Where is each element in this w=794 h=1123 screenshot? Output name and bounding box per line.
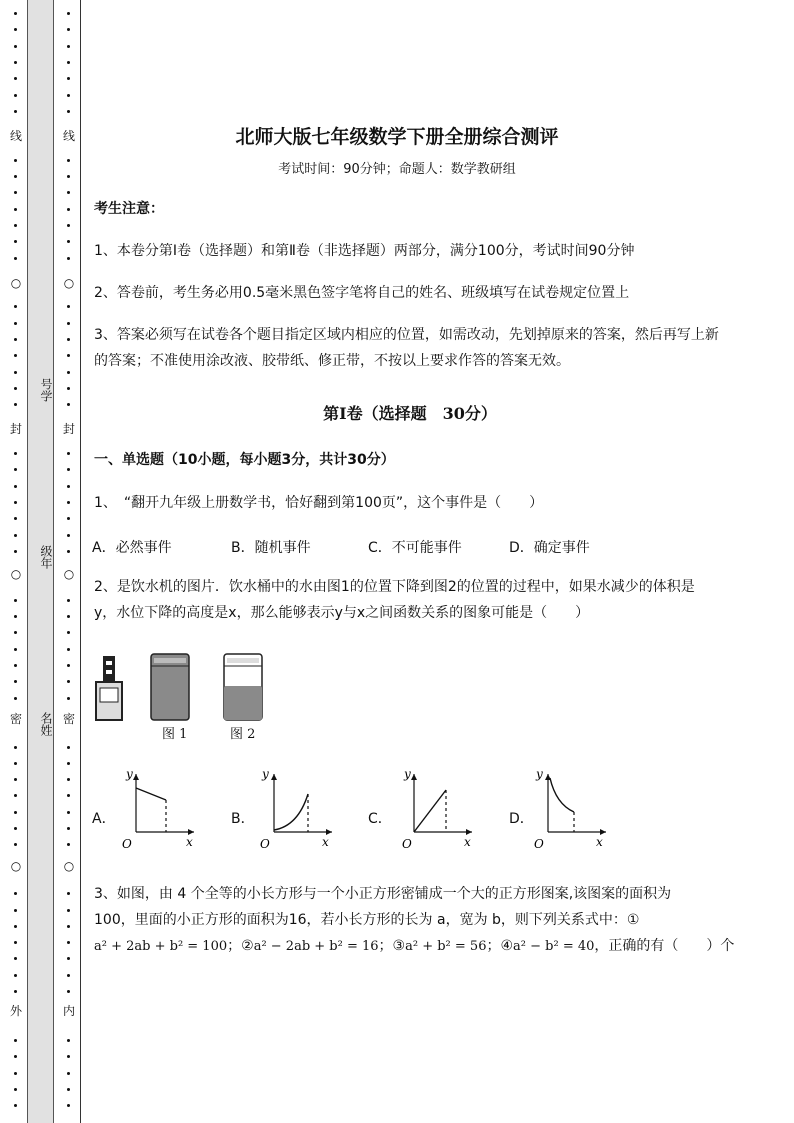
water-dispenser-figure xyxy=(94,652,274,724)
binding-dot xyxy=(67,208,70,211)
q1-option-b[interactable]: B．随机事件 xyxy=(231,540,311,556)
binding-dot xyxy=(14,257,17,260)
binding-dot xyxy=(14,990,17,993)
binding-dot xyxy=(67,191,70,194)
binding-dot xyxy=(67,224,70,227)
binding-dot xyxy=(67,1039,70,1042)
binding-dot xyxy=(14,909,17,912)
binding-dot xyxy=(67,387,70,390)
binding-dot xyxy=(67,110,70,113)
binding-dot xyxy=(14,110,17,113)
binding-dot xyxy=(14,827,17,830)
outer-label-1: ○ xyxy=(10,276,22,290)
binding-dot xyxy=(14,794,17,797)
bucket-figure-2 xyxy=(224,654,262,720)
q3-sep1: ；② xyxy=(227,938,254,954)
binding-dot xyxy=(67,957,70,960)
q3-line3 xyxy=(94,933,734,960)
binding-dot xyxy=(14,680,17,683)
q3-eq1: a² + 2ab + b² = 100 xyxy=(94,939,228,954)
inner-label-6: 内 xyxy=(62,1004,75,1018)
binding-dot xyxy=(14,208,17,211)
binding-dot xyxy=(67,697,70,700)
binding-dot xyxy=(67,680,70,683)
binding-dot xyxy=(67,534,70,537)
binding-dot xyxy=(14,697,17,700)
binding-dot xyxy=(14,501,17,504)
binding-dot xyxy=(14,892,17,895)
binding-dot xyxy=(14,77,17,80)
binding-dot xyxy=(14,371,17,374)
binding-dot xyxy=(67,941,70,944)
binding-dot xyxy=(14,648,17,651)
binding-dot xyxy=(67,354,70,357)
binding-dot xyxy=(67,371,70,374)
binding-dot xyxy=(14,925,17,928)
binding-dot xyxy=(67,664,70,667)
q3-line1: 3、如图，由 4 个全等的小长方形与一个小正方形密铺成一个大的正方形图案,该图案的面积为 xyxy=(94,886,672,902)
inner-label-1: ○ xyxy=(63,276,75,290)
binding-dot xyxy=(14,746,17,749)
notice-item-2: 2、答卷前，考生务必用0.5毫米黑色签字笔将自己的姓名、班级填写在试卷规定位置上 xyxy=(94,285,630,301)
bucket-figure-1 xyxy=(151,654,189,720)
binding-dot xyxy=(14,974,17,977)
binding-dot xyxy=(14,12,17,15)
q2-option-c-label[interactable]: C． xyxy=(368,811,392,827)
graph-c-x-label: x xyxy=(464,835,471,849)
binding-dot xyxy=(14,941,17,944)
binding-dot xyxy=(67,990,70,993)
outer-label-3: ○ xyxy=(10,567,22,581)
q3-eq2: a² − 2ab + b² = 16 xyxy=(253,939,379,954)
binding-dot xyxy=(14,1055,17,1058)
binding-dot xyxy=(14,1104,17,1107)
binding-dot xyxy=(14,957,17,960)
binding-dot xyxy=(14,599,17,602)
binding-dot xyxy=(67,974,70,977)
student-number-text: 号学 xyxy=(39,378,53,402)
binding-dot xyxy=(67,240,70,243)
notice-item-3: 3、答案必须写在试卷各个题目指定区域内相应的位置，如需改动，先划掉原来的答案，然后再写上新 xyxy=(94,327,719,343)
inner-label-2: 封 xyxy=(62,422,75,436)
binding-dot xyxy=(67,501,70,504)
q2-stem-line1: 2、是饮水机的图片．饮水桶中的水由图1的位置下降到图2的位置的过程中，如果水减少的体积是 xyxy=(94,579,695,595)
binding-dot xyxy=(67,1055,70,1058)
q3-eq3: a² + b² = 56 xyxy=(405,939,487,954)
q1-stem: 1、 “翻开九年级上册数学书，恰好翻到第100页”，这个事件是（ ） xyxy=(94,495,544,511)
graph-b-origin: O xyxy=(260,837,270,850)
binding-dot xyxy=(14,1039,17,1042)
graph-a-y-label: y xyxy=(126,767,133,781)
q1-option-d[interactable]: D．确定事件 xyxy=(509,540,590,556)
binding-dot xyxy=(14,28,17,31)
binding-dot xyxy=(14,338,17,341)
binding-dot xyxy=(14,354,17,357)
binding-dot xyxy=(67,305,70,308)
graph-d[interactable] xyxy=(530,766,610,850)
outer-label-0: 线 xyxy=(9,129,22,143)
graph-d-x-label: x xyxy=(596,835,603,849)
binding-dot xyxy=(67,468,70,471)
q3-line2: 100，里面的小正方形的面积为16，若小长方形的长为 a，宽为 b，则下列关系式中：① xyxy=(94,912,640,928)
binding-dot xyxy=(14,631,17,634)
outer-label-6: 外 xyxy=(9,1004,22,1018)
binding-dot xyxy=(67,778,70,781)
q3-eq4: a² − b² = 40 xyxy=(513,939,595,954)
outer-label-5: ○ xyxy=(10,859,22,873)
outer-label-2: 封 xyxy=(9,422,22,436)
binding-dot xyxy=(67,94,70,97)
binding-dot xyxy=(14,468,17,471)
part-heading: 一、单选题（10小题，每小题3分，共计30分） xyxy=(94,452,395,468)
binding-dot xyxy=(67,925,70,928)
graph-c-origin: O xyxy=(402,837,412,850)
notice-heading: 考生注意： xyxy=(94,201,164,217)
q3-sep3: ；④ xyxy=(486,938,514,954)
graph-c[interactable] xyxy=(396,766,476,850)
binding-dot xyxy=(67,45,70,48)
q3-tail: ，正确的有（ ）个 xyxy=(594,938,735,954)
graph-c-y-label: y xyxy=(404,767,411,781)
graph-a-origin: O xyxy=(122,837,132,850)
binding-dot xyxy=(14,485,17,488)
binding-dot xyxy=(67,338,70,341)
binding-dot xyxy=(67,257,70,260)
binding-dot xyxy=(67,12,70,15)
binding-dot xyxy=(67,631,70,634)
binding-dot xyxy=(67,599,70,602)
binding-dot xyxy=(67,28,70,31)
name-label xyxy=(38,712,52,740)
graph-b-y-label: y xyxy=(262,767,269,781)
binding-dot xyxy=(14,191,17,194)
q3-sep2: ；③ xyxy=(378,938,406,954)
binding-dot xyxy=(67,485,70,488)
binding-dot xyxy=(14,517,17,520)
binding-dot xyxy=(14,224,17,227)
binding-dot xyxy=(14,322,17,325)
graph-a[interactable] xyxy=(118,766,198,850)
binding-dot xyxy=(14,61,17,64)
binding-dot xyxy=(67,61,70,64)
inner-label-0: 线 xyxy=(62,129,75,143)
binding-dot xyxy=(14,387,17,390)
q1-option-a[interactable]: A．必然事件 xyxy=(92,540,172,556)
binding-dot xyxy=(14,305,17,308)
page-title: 北师大版七年级数学下册全册综合测评 xyxy=(235,126,559,148)
dispenser-icon xyxy=(96,656,122,720)
binding-dot xyxy=(67,746,70,749)
binding-dot xyxy=(14,452,17,455)
exam-info: 考试时间：90分钟；命题人：数学教研组 xyxy=(278,162,516,177)
binding-dot xyxy=(67,1072,70,1075)
binding-dot xyxy=(67,762,70,765)
binding-dot xyxy=(67,1104,70,1107)
binding-dot xyxy=(67,843,70,846)
binding-dot xyxy=(67,794,70,797)
q2-option-a-label[interactable]: A． xyxy=(92,811,116,827)
binding-dot xyxy=(14,762,17,765)
binding-dot xyxy=(14,664,17,667)
q2-option-d-label[interactable]: D． xyxy=(509,811,534,827)
figure-2-caption: 图 2 xyxy=(230,727,256,742)
binding-dot xyxy=(67,550,70,553)
graph-b[interactable] xyxy=(256,766,336,850)
binding-dot xyxy=(67,811,70,814)
graph-d-origin: O xyxy=(534,837,544,850)
binding-dot xyxy=(14,240,17,243)
binding-dot xyxy=(67,827,70,830)
graph-d-y-label: y xyxy=(536,767,543,781)
notice-item-3-cont: 的答案；不准使用涂改液、胶带纸、修正带，不按以上要求作答的答案无效。 xyxy=(94,353,570,369)
binding-dot xyxy=(67,648,70,651)
binding-dot xyxy=(67,77,70,80)
binding-dot xyxy=(14,94,17,97)
inner-label-5: ○ xyxy=(63,859,75,873)
binding-dot xyxy=(67,517,70,520)
inner-label-3: ○ xyxy=(63,567,75,581)
binding-dot xyxy=(14,1072,17,1075)
binding-dot xyxy=(67,909,70,912)
binding-dot xyxy=(14,550,17,553)
binding-dot xyxy=(14,811,17,814)
binding-dot xyxy=(67,1088,70,1091)
binding-dot xyxy=(14,45,17,48)
q2-stem-line2: y，水位下降的高度是x，那么能够表示y与x之间函数关系的图象可能是（ ） xyxy=(94,605,590,621)
binding-dot xyxy=(14,778,17,781)
section-title: 第Ⅰ卷（选择题 30分） xyxy=(323,404,497,423)
grade-label xyxy=(38,545,52,573)
binding-dot xyxy=(67,322,70,325)
figure-1-caption: 图 1 xyxy=(162,727,188,742)
q2-option-b-label[interactable]: B． xyxy=(231,811,255,827)
binding-dot xyxy=(14,843,17,846)
graph-a-x-label: x xyxy=(186,835,193,849)
notice-item-1: 1、本卷分第Ⅰ卷（选择题）和第Ⅱ卷（非选择题）两部分，满分100分，考试时间90分钟 xyxy=(94,243,635,259)
binding-dot xyxy=(67,892,70,895)
graph-b-x-label: x xyxy=(322,835,329,849)
q1-option-c[interactable]: C．不可能事件 xyxy=(368,540,462,556)
binding-dot xyxy=(14,615,17,618)
grade-text: 级年 xyxy=(39,545,53,569)
binding-dot xyxy=(67,452,70,455)
name-text: 名姓 xyxy=(39,712,53,736)
outer-label-4: 密 xyxy=(9,712,22,726)
binding-dot xyxy=(14,534,17,537)
inner-label-4: 密 xyxy=(62,712,75,726)
binding-dot xyxy=(67,615,70,618)
binding-dot xyxy=(14,1088,17,1091)
